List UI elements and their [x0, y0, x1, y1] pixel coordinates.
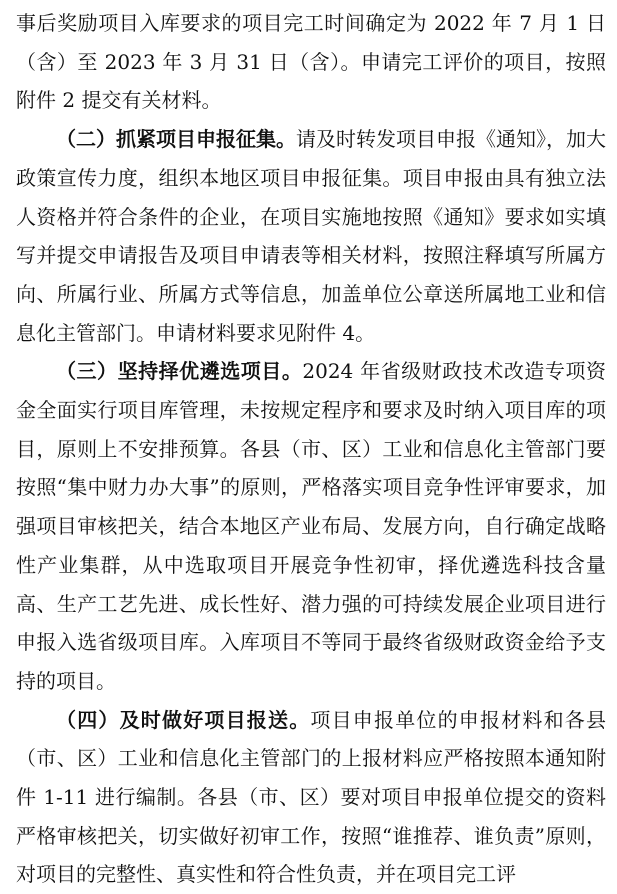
paragraph-2-heading: （二）抓紧项目申报征集。: [56, 127, 296, 152]
paragraph-3-heading: （三）坚持择优遴选项目。: [56, 359, 303, 384]
paragraph-1-text: 事后奖励项目入库要求的项目完工时间确定为 2022 年 7 月 1 日（含）至 2023 年 3 月 31 日（含）。申请完工评价的项目，按照附件 2 提交有关材料。: [16, 11, 606, 113]
paragraph-2: [16, 120, 606, 352]
paragraph-2-text: 请及时转发项目申报《通知》，加大政策宣传力度，组织本地区项目申报征集。项目申报由具有独立法人资格并符合条件的企业，在项目实施地按照《通知》要求如实填写并提交申请报告及项目申请表等相关材料，按照注释填写所属方向、所属行业、所属方式等信息，加盖单位公章送所属地工业和信息化主管部门。申请材料要求见附件 4。: [16, 127, 606, 345]
paragraph-3: [16, 352, 606, 700]
paragraph-4-heading: （四）及时做好项目报送。: [56, 707, 311, 732]
paragraph-4: [16, 701, 606, 894]
paragraph-1: [16, 4, 606, 120]
document-page: [16, 4, 606, 894]
paragraph-3-text: 2024 年省级财政技术改造专项资金全面实行项目库管理，未按规定程序和要求及时纳入项目库的项目，原则上不安排预算。各县（市、区）工业和信息化主管部门要按照“集中财力办大事”的原则，严格落实项目竞争性评审要求，加强项目审核把关，结合本地区产业布局、发展方向，自行确定战略性产业集群，从中选取项目开展竞争性初审，择优遴选科技含量高、生产工艺先进、成长性好、潜力强的可持续发展企业项目进行申报入选省级项目库。入库项目不等同于最终省级财政资金给予支持的项目。: [16, 359, 606, 693]
paragraph-4-text: 项目申报单位的申报材料和各县（市、区）工业和信息化主管部门的上报材料应严格按照本通知附件 1-11 进行编制。各县（市、区）要对项目申报单位提交的资料严格审核把关，切实做好初审工作，按照“谁推荐、谁负责”原则，对项目的完整性、真实性和符合性负责，并在项目完工评: [16, 707, 607, 887]
